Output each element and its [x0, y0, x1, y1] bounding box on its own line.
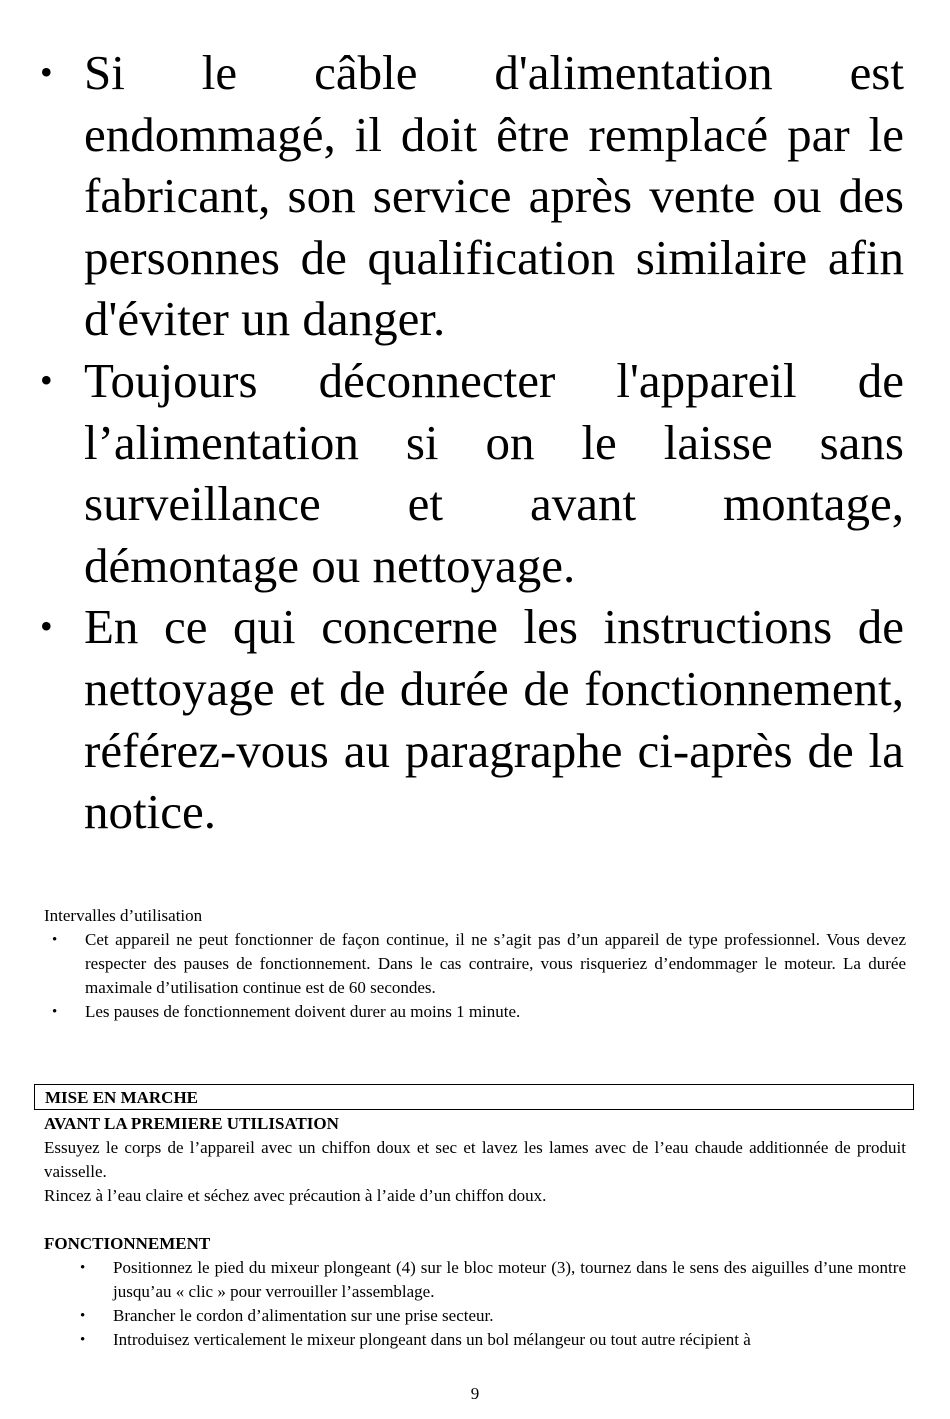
bullet-icon: •	[80, 1260, 86, 1276]
bullet-icon: •	[40, 606, 53, 647]
usage-intervals-section	[44, 904, 906, 1024]
safety-item	[40, 350, 904, 596]
section-title: MISE EN MARCHE	[45, 1088, 199, 1107]
paragraph: Rincez à l’eau claire et séchez avec précaution à l’aide d’un chiffon doux.	[44, 1186, 547, 1205]
operation-heading: FONCTIONNEMENT	[44, 1234, 211, 1253]
list-item	[44, 1256, 906, 1304]
list-item-text: Cet appareil ne peut fonctionner de façon continue, il ne s’agit pas d’un appareil de type professionnel. Vous devez respecter des pauses de fonctionnement. Dans le cas contraire, vous risqueriez d’endommager le moteur. La durée maximale d’utilisation continue est de 60 secondes.	[85, 930, 906, 997]
list-item-text: Positionnez le pied du mixeur plongeant (4) sur le bloc moteur (3), tournez dans le sens des aiguilles d’une montre jusqu’au « clic » pour verrouiller l’assemblage.	[113, 1258, 906, 1301]
list-item	[44, 1304, 906, 1328]
safety-warnings-list	[40, 42, 904, 843]
list-item-text: Brancher le cordon d’alimentation sur une prise secteur.	[113, 1306, 494, 1325]
operation-section	[44, 1232, 906, 1352]
usage-intervals-heading: Intervalles d’utilisation	[44, 906, 203, 925]
bullet-icon: •	[40, 52, 53, 92]
list-item	[44, 928, 906, 1000]
bullet-icon: •	[80, 1332, 86, 1348]
list-item	[44, 1000, 906, 1024]
list-item-text: Introduisez verticalement le mixeur plongeant dans un bol mélangeur ou tout autre récipient à	[113, 1330, 751, 1349]
safety-item	[40, 596, 904, 842]
bullet-icon: •	[40, 359, 53, 400]
operation-list	[44, 1256, 906, 1352]
bullet-icon: •	[80, 1308, 86, 1324]
list-item-text: Les pauses de fonctionnement doivent durer au moins 1 minute.	[85, 1002, 521, 1021]
bullet-icon: •	[52, 932, 58, 948]
before-first-use-section	[44, 1112, 906, 1208]
safety-item-text: Toujours déconnecter l'appareil de l’alimentation si on le laisse sans surveillance et avant montage, démontage ou nettoyage.	[84, 352, 904, 593]
safety-item	[40, 42, 904, 350]
before-first-use-heading: AVANT LA PREMIERE UTILISATION	[44, 1114, 339, 1133]
section-title-box	[34, 1084, 914, 1110]
list-item	[44, 1328, 906, 1352]
safety-item-text: En ce qui concerne les instructions de nettoyage et de durée de fonctionnement, référez-vous au paragraphe ci-après de la notice.	[84, 599, 904, 840]
bullet-icon: •	[52, 1004, 58, 1020]
safety-item-text: Si le câble d'alimentation est endommagé, il doit être remplacé par le fabricant, son service après vente ou des personnes de qualification similaire afin d'éviter un danger.	[84, 45, 904, 347]
page-number: 9	[470, 1384, 480, 1403]
paragraph: Essuyez le corps de l’appareil avec un chiffon doux et sec et lavez les lames avec de l’eau chaude additionnée de produit vaisselle.	[44, 1138, 906, 1181]
usage-intervals-list	[44, 928, 906, 1024]
